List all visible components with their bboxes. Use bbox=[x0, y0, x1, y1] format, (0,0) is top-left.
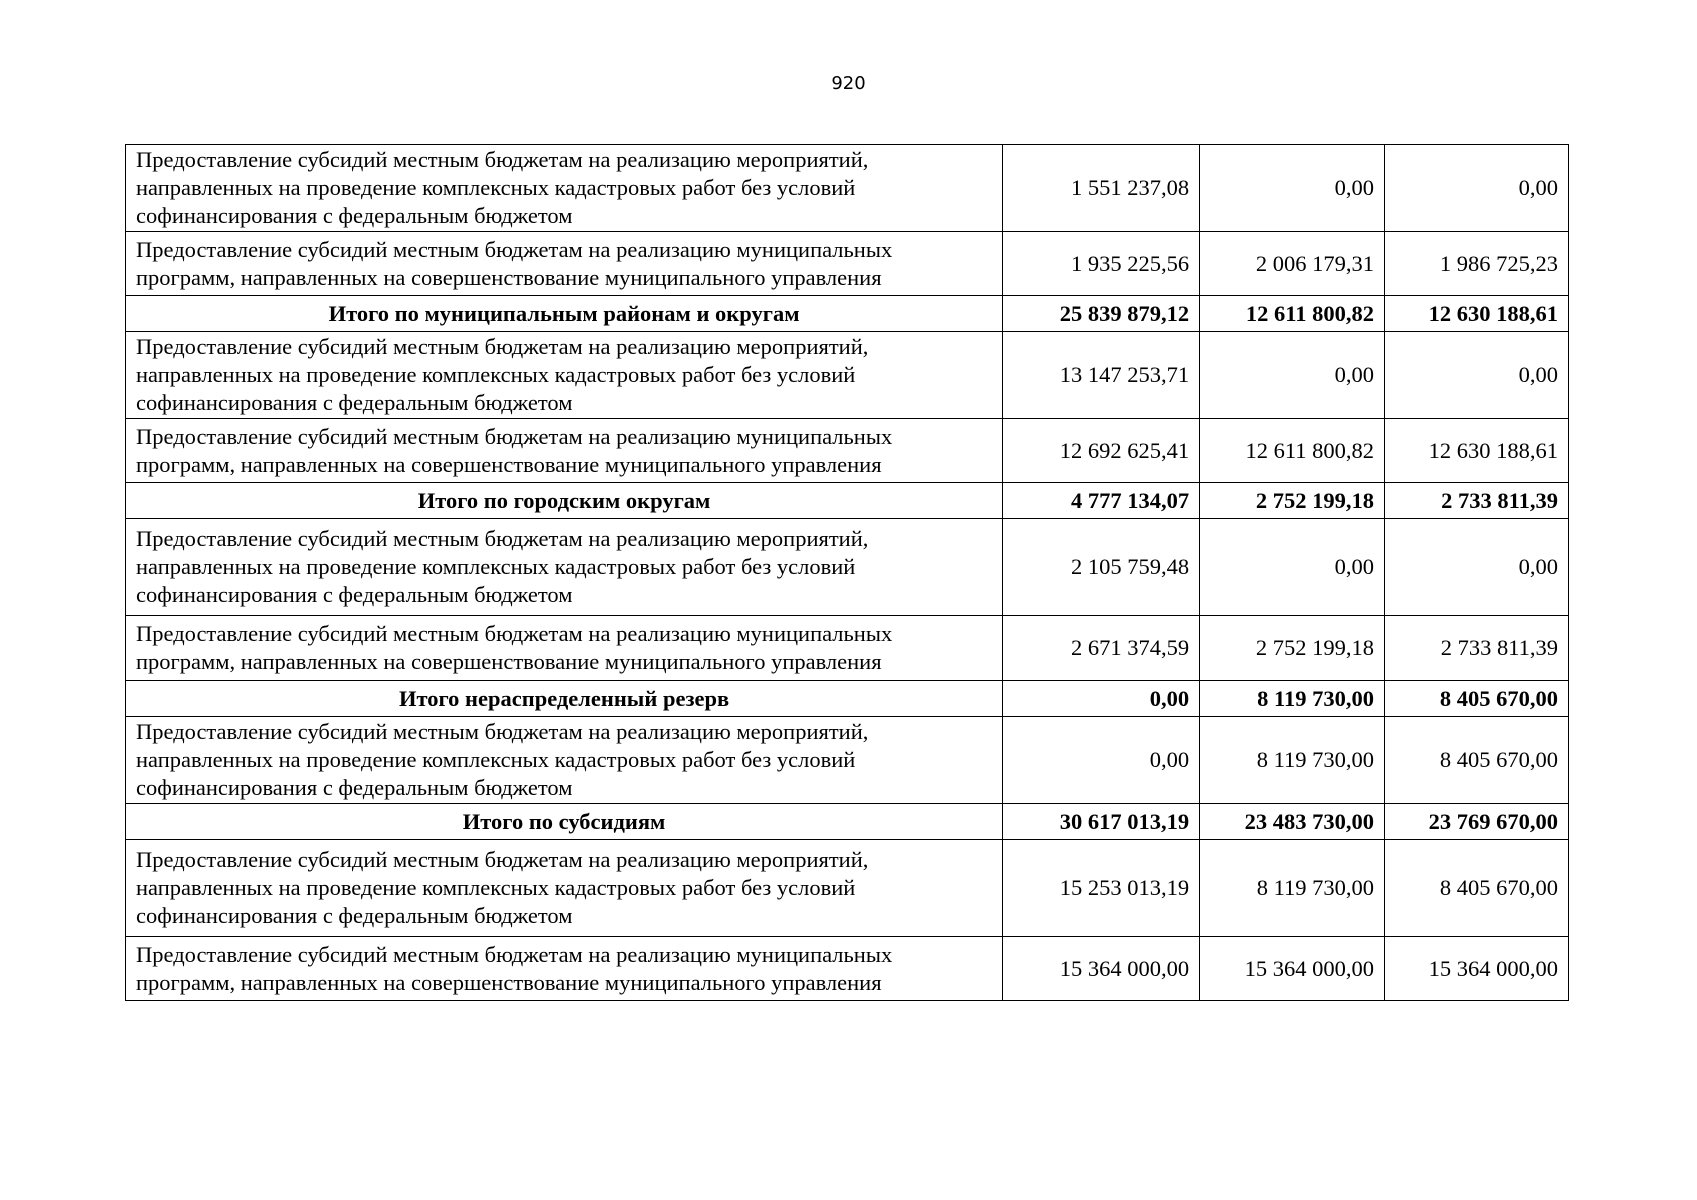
subtotal-row bbox=[126, 681, 1569, 717]
subtotal-year-2: 8 119 730,00 bbox=[1200, 681, 1385, 717]
value-year-3: 0,00 bbox=[1385, 332, 1569, 419]
table-row bbox=[126, 519, 1569, 616]
value-year-2: 15 364 000,00 bbox=[1200, 937, 1385, 1001]
value-year-1: 15 364 000,00 bbox=[1003, 937, 1200, 1001]
subtotal-label: Итого по городским округам bbox=[126, 483, 1003, 519]
subtotal-year-1: 30 617 013,19 bbox=[1003, 804, 1200, 840]
subtotal-year-3: 12 630 188,61 bbox=[1385, 296, 1569, 332]
subtotal-year-2: 23 483 730,00 bbox=[1200, 804, 1385, 840]
subtotal-year-3: 8 405 670,00 bbox=[1385, 681, 1569, 717]
value-year-1: 1 551 237,08 bbox=[1003, 145, 1200, 232]
subtotal-label: Итого по муниципальным районам и округам bbox=[126, 296, 1003, 332]
row-description: Предоставление субсидий местным бюджетам на реализацию муниципальных программ, направленных на совершенствование муниципального управления bbox=[126, 937, 1003, 1001]
value-year-3: 0,00 bbox=[1385, 519, 1569, 616]
table-row bbox=[126, 717, 1569, 804]
subtotal-label: Итого нераспределенный резерв bbox=[126, 681, 1003, 717]
row-description: Предоставление субсидий местным бюджетам на реализацию мероприятий, направленных на проведение комплексных кадастровых работ без условий софинансирования с федеральным бюджетом bbox=[126, 519, 1003, 616]
table-row bbox=[126, 145, 1569, 232]
table-row bbox=[126, 840, 1569, 937]
value-year-2: 8 119 730,00 bbox=[1200, 840, 1385, 937]
table-row bbox=[126, 616, 1569, 681]
row-description: Предоставление субсидий местным бюджетам на реализацию муниципальных программ, направленных на совершенствование муниципального управления bbox=[126, 616, 1003, 681]
subtotal-year-1: 25 839 879,12 bbox=[1003, 296, 1200, 332]
subtotal-year-3: 2 733 811,39 bbox=[1385, 483, 1569, 519]
page-number: 920 bbox=[831, 73, 866, 94]
subtotal-label: Итого по субсидиям bbox=[126, 804, 1003, 840]
value-year-2: 2 006 179,31 bbox=[1200, 232, 1385, 296]
value-year-1: 13 147 253,71 bbox=[1003, 332, 1200, 419]
row-description: Предоставление субсидий местным бюджетам на реализацию муниципальных программ, направленных на совершенствование муниципального управления bbox=[126, 419, 1003, 483]
value-year-1: 2 671 374,59 bbox=[1003, 616, 1200, 681]
subtotal-year-2: 2 752 199,18 bbox=[1200, 483, 1385, 519]
value-year-3: 8 405 670,00 bbox=[1385, 840, 1569, 937]
value-year-1: 0,00 bbox=[1003, 717, 1200, 804]
subtotal-year-2: 12 611 800,82 bbox=[1200, 296, 1385, 332]
row-description: Предоставление субсидий местным бюджетам на реализацию мероприятий, направленных на проведение комплексных кадастровых работ без условий софинансирования с федеральным бюджетом bbox=[126, 717, 1003, 804]
value-year-2: 8 119 730,00 bbox=[1200, 717, 1385, 804]
value-year-1: 1 935 225,56 bbox=[1003, 232, 1200, 296]
value-year-2: 0,00 bbox=[1200, 145, 1385, 232]
row-description: Предоставление субсидий местным бюджетам на реализацию мероприятий, направленных на проведение комплексных кадастровых работ без условий софинансирования с федеральным бюджетом bbox=[126, 332, 1003, 419]
value-year-2: 0,00 bbox=[1200, 519, 1385, 616]
budget-table bbox=[125, 144, 1569, 1001]
subtotal-year-1: 4 777 134,07 bbox=[1003, 483, 1200, 519]
value-year-1: 15 253 013,19 bbox=[1003, 840, 1200, 937]
table-row bbox=[126, 419, 1569, 483]
value-year-3: 1 986 725,23 bbox=[1385, 232, 1569, 296]
value-year-3: 12 630 188,61 bbox=[1385, 419, 1569, 483]
table-row bbox=[126, 332, 1569, 419]
row-description: Предоставление субсидий местным бюджетам на реализацию мероприятий, направленных на проведение комплексных кадастровых работ без условий софинансирования с федеральным бюджетом bbox=[126, 840, 1003, 937]
value-year-3: 15 364 000,00 bbox=[1385, 937, 1569, 1001]
value-year-2: 0,00 bbox=[1200, 332, 1385, 419]
value-year-3: 2 733 811,39 bbox=[1385, 616, 1569, 681]
value-year-2: 2 752 199,18 bbox=[1200, 616, 1385, 681]
row-description: Предоставление субсидий местным бюджетам на реализацию мероприятий, направленных на проведение комплексных кадастровых работ без условий софинансирования с федеральным бюджетом bbox=[126, 145, 1003, 232]
table-row bbox=[126, 937, 1569, 1001]
subtotal-year-3: 23 769 670,00 bbox=[1385, 804, 1569, 840]
subtotal-row bbox=[126, 483, 1569, 519]
subtotal-row bbox=[126, 804, 1569, 840]
subtotal-year-1: 0,00 bbox=[1003, 681, 1200, 717]
value-year-2: 12 611 800,82 bbox=[1200, 419, 1385, 483]
table-row bbox=[126, 232, 1569, 296]
row-description: Предоставление субсидий местным бюджетам на реализацию муниципальных программ, направленных на совершенствование муниципального управления bbox=[126, 232, 1003, 296]
value-year-1: 2 105 759,48 bbox=[1003, 519, 1200, 616]
value-year-1: 12 692 625,41 bbox=[1003, 419, 1200, 483]
value-year-3: 8 405 670,00 bbox=[1385, 717, 1569, 804]
subtotal-row bbox=[126, 296, 1569, 332]
value-year-3: 0,00 bbox=[1385, 145, 1569, 232]
